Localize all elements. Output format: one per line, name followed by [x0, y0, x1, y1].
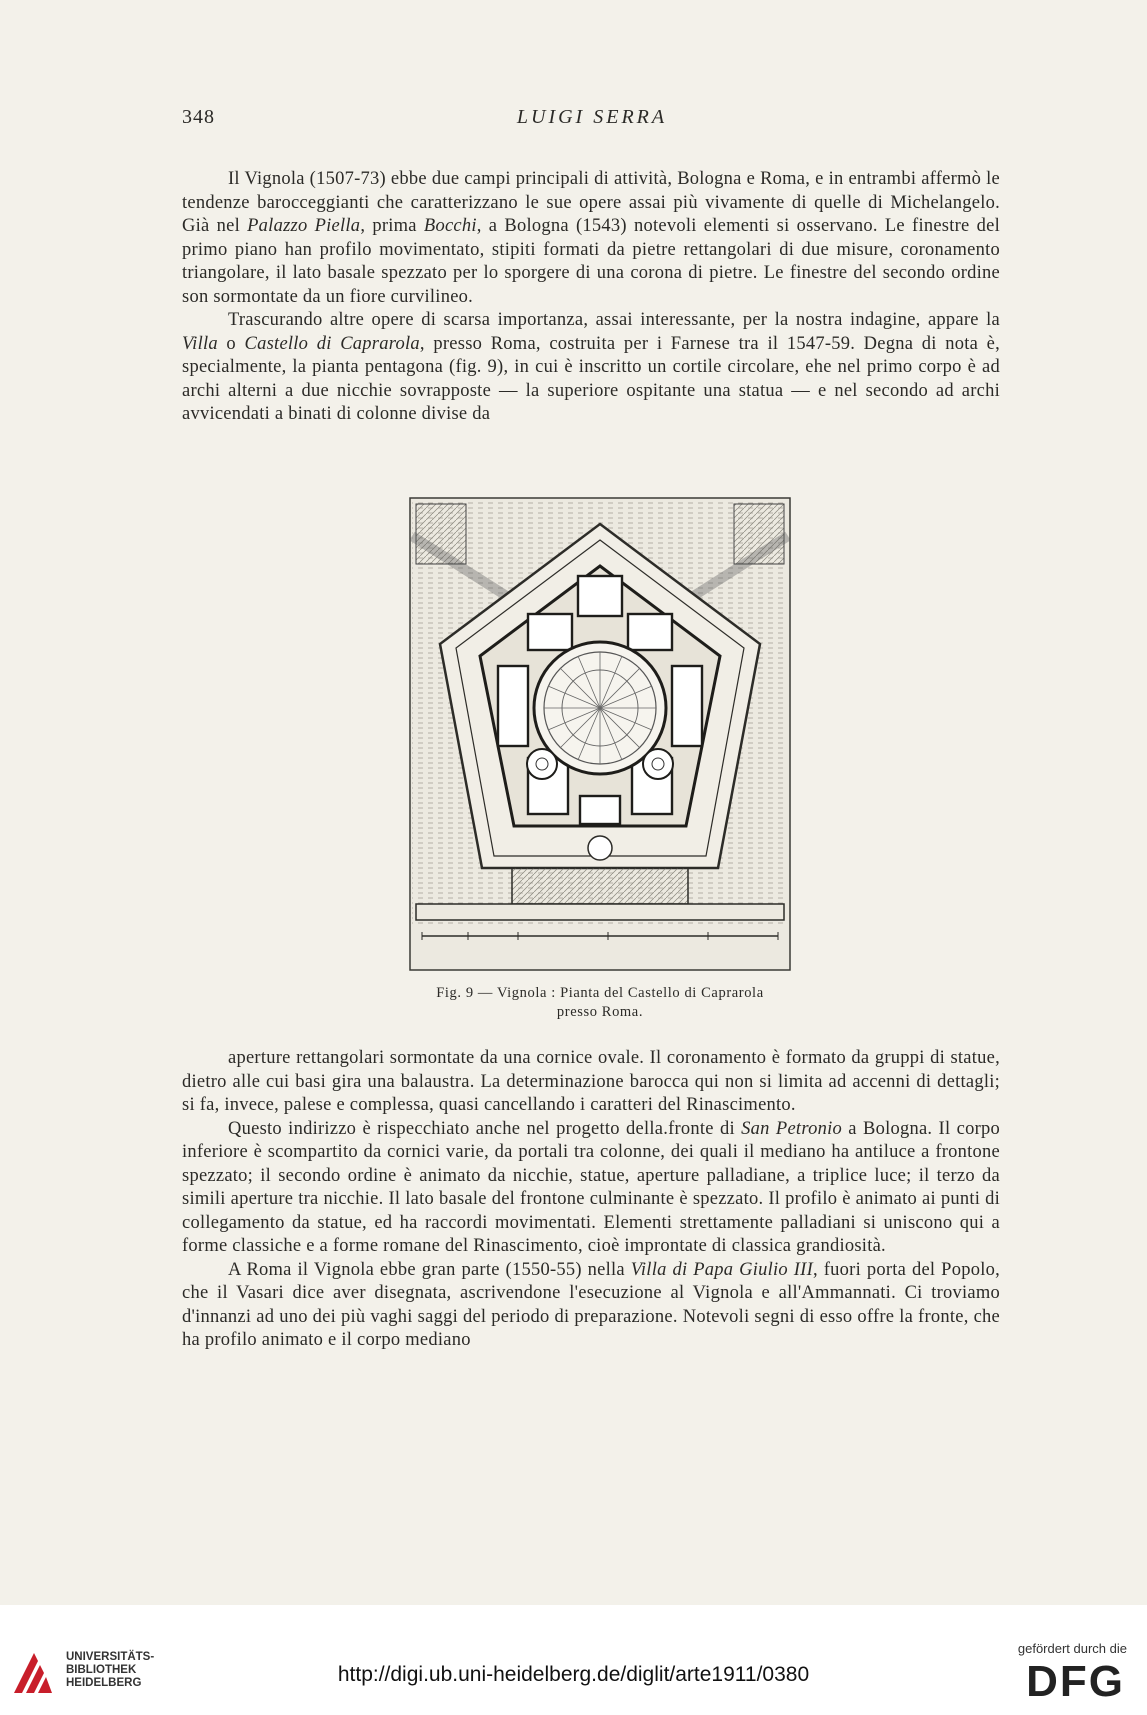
page-header: [182, 106, 1002, 138]
text-run: Il Vignola (1507-73) ebbe due campi principali di attività, Bologna e Roma, e in entrambi affermò le tendenze barocceggianti che caratterizzano le sue opere assai più vivamente di quelle di Michelangelo. Già nel: [182, 169, 1000, 236]
funded-by-label: gefördert durch die: [1017, 1641, 1127, 1656]
text-run: aperture rettangolari sormontate da una cornice ovale. Il coronamento è formato da gruppi di statue, dietro alle cui basi gira una balaustra. La determinazione barocca qui non si limita ad accenni di dettagli; si fa, invece, palese e complessa, quasi cancellando i caratteri del Rinascimento.: [182, 1048, 1000, 1115]
text-run: , fuori porta del Popolo, che il Vasari dice aver disegnata, ascrivendone l'esecuzione al Vignola e all'Ammannati. Ci troviamo d'innanzi ad uno dei più vaghi saggi del periodo di preparazione. Notevoli segni di esso offre la fronte, che ha profilo animato e il corpo mediano: [182, 1259, 1000, 1350]
entrance-fountain: [588, 836, 612, 860]
italic-title: Villa di Papa Giulio III: [630, 1259, 814, 1280]
text-run: a Bologna. Il corpo inferiore è scompartito da cornici varie, da portali tra colonne, dei quali il mediano ha antiluce a frontone spezzato; il secondo ordine è animato da nicchie, statue, aperture palladiane, a triplice luce; il terzo da simili aperture tra nicchie. Il lato basale del frontone culminante è spezzato. Il profilo è animato ai punti di collegamento da statue, ed ha raccordi movimentati. Elementi strettamente palladiani si uniscono qui a forme classiche e a forme romane del Rinascimento, cioè improntate di classica grandiosità.: [182, 1118, 1000, 1256]
italic-title: San Petronio: [741, 1118, 842, 1139]
text-run: Trascurando altre opere di scarsa importanza, assai interessante, per la nostra indagine, appare la: [228, 310, 1000, 330]
italic-title: Palazzo Piella: [247, 216, 361, 236]
courtyard-radials: [544, 652, 656, 764]
source-url-link[interactable]: http://digi.ub.uni-heidelberg.de/diglit/arte1911/0380: [337, 1663, 810, 1686]
digitization-footer: [0, 1605, 1147, 1715]
stair-rosette-right: [643, 749, 673, 779]
paragraph: [182, 168, 1000, 309]
dfg-logo: DFG: [1026, 1657, 1125, 1706]
text-run: Questo indirizzo è rispecchiato anche nel progetto della.fronte di: [228, 1118, 742, 1139]
running-title: LUIGI SERRA: [516, 106, 668, 128]
text-run: o: [217, 333, 245, 354]
caption-line-1: Fig. 9 — Vignola : Pianta del Castello di Caprarola: [436, 985, 764, 1001]
body-text-top: [182, 168, 1000, 427]
figure-caption: [380, 984, 820, 1022]
italic-title: Castello di Caprarola: [244, 333, 420, 354]
paragraph: [182, 1047, 1000, 1118]
stair-rosette-left: [527, 749, 557, 779]
italic-title: Bocchi: [423, 216, 477, 236]
caprarola-plan-drawing: [408, 496, 792, 972]
floor-plan-figure: [408, 496, 792, 972]
italic-title: Villa: [182, 333, 218, 354]
text-run: A Roma il Vignola ebbe gran parte (1550-55) nella: [228, 1259, 631, 1280]
text-run: , a Bologna (1543) notevoli elementi si osservano. Le finestre del primo piano han profilo movimentato, stipiti formati da pietre rettangolari di due misure, coronamento triangolare, il lato basale spezzato per lo sporgere di una corona di pietre. Le finestre del secondo ordine son sormontate da un fiore curvilineo.: [182, 216, 1001, 307]
library-name-line-2: BIBLIOTHEK: [66, 1664, 137, 1676]
paragraph: [182, 1259, 1000, 1353]
library-name-line-1: UNIVERSITÄTS-: [66, 1651, 155, 1663]
paragraph: [182, 1118, 1000, 1259]
paragraph: [182, 309, 1000, 427]
text-run: , prima: [360, 216, 424, 236]
library-name-line-3: HEIDELBERG: [66, 1677, 142, 1689]
body-text-bottom: [182, 1047, 1000, 1353]
lower-piazza: [416, 904, 784, 920]
entrance-terrace: [512, 868, 688, 904]
caption-line-2: presso Roma.: [556, 1004, 644, 1020]
text-run: , presso Roma, costruita per i Farnese tra il 1547-59. Degna di nota è, specialmente, la pianta pentagona (fig. 9), in cui è inscritto un cortile circolare, ehe nel primo corpo è ad archi alterni a due nicchie sovrapposte — la superiore ospitante una statua — e nel secondo ad archi avvicendati a binati di colonne divise da: [182, 333, 1000, 424]
page-number: 348: [182, 106, 215, 128]
